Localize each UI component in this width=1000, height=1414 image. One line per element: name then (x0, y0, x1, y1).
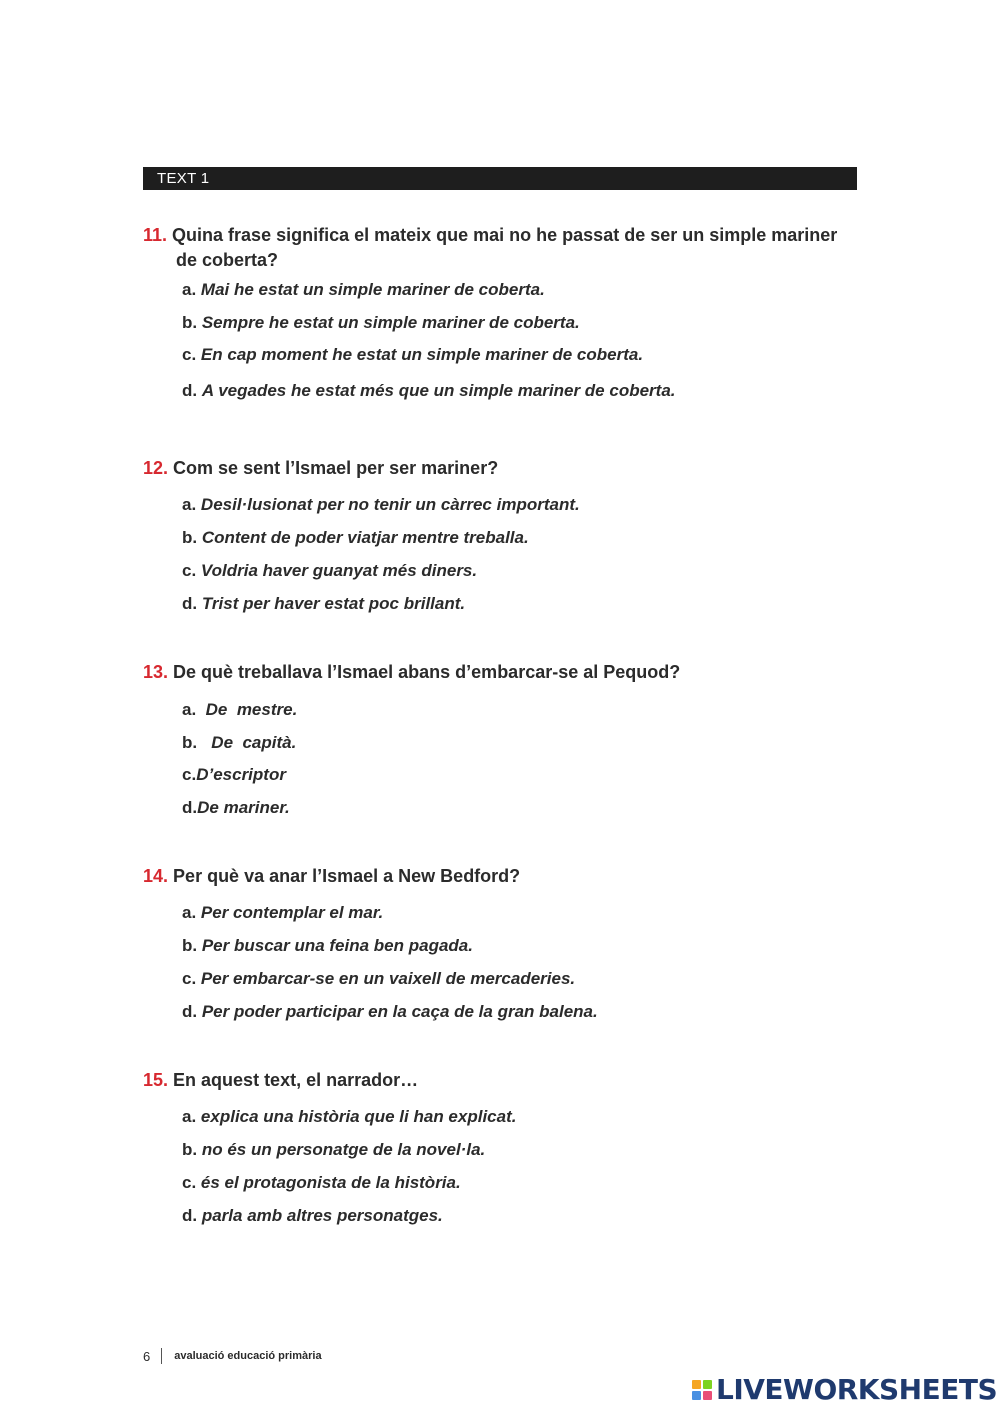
option-text: Content de poder viatjar mentre treballa. (201, 528, 529, 547)
option-text: Desil·lusionat per no tenir un càrrec important. (200, 495, 580, 514)
option-text: Mai he estat un simple mariner de coberta. (200, 280, 545, 299)
option-text: explica una història que li han explicat. (200, 1107, 517, 1126)
option-text: Per poder participar en la caça de la gran balena. (201, 1002, 598, 1021)
publication-name: avaluació educació primària (174, 1350, 322, 1362)
logo-square-icon (692, 1380, 701, 1389)
answer-option[interactable]: c. Per embarcar-se en un vaixell de mercaderies. (182, 969, 576, 988)
answer-option[interactable]: d.De mariner. (182, 798, 290, 817)
question-text: Com se sent l’Ismael per ser mariner? (173, 458, 499, 478)
answer-option[interactable]: c.D’escriptor (182, 765, 286, 784)
question-15 (143, 1068, 863, 1225)
option-text: Voldria haver guanyat més diners. (200, 561, 478, 580)
logo-square-icon (703, 1391, 712, 1400)
answer-option[interactable]: a. Mai he estat un simple mariner de coberta. (182, 280, 545, 299)
answer-option[interactable]: d. parla amb altres personatges. (182, 1206, 443, 1225)
question-number: 11. (143, 225, 168, 245)
question-stem (143, 223, 863, 273)
answer-option[interactable]: a. explica una història que li han explicat. (182, 1107, 517, 1126)
option-text: Per buscar una feina ben pagada. (201, 936, 473, 955)
answer-option[interactable]: d. Per poder participar en la caça de la gran balena. (182, 1002, 598, 1021)
answer-option[interactable]: a. Per contemplar el mar. (182, 903, 384, 922)
option-text: és el protagonista de la història. (200, 1173, 461, 1192)
answer-option[interactable]: c. és el protagonista de la història. (182, 1173, 461, 1192)
page-footer (143, 1348, 322, 1364)
question-11 (143, 223, 863, 400)
option-text: parla amb altres personatges. (201, 1206, 443, 1225)
question-number: 13. (143, 662, 169, 682)
footer-divider (161, 1348, 162, 1364)
question-12 (143, 456, 863, 613)
answer-option[interactable]: a. Desil·lusionat per no tenir un càrrec important. (182, 495, 580, 514)
option-text: De mariner. (197, 798, 290, 817)
option-text: De mestre. (205, 700, 298, 719)
answer-option[interactable]: a. De mestre. (182, 700, 298, 719)
question-stem (143, 660, 863, 685)
option-text: D’escriptor (196, 765, 286, 784)
question-number: 14. (143, 866, 169, 886)
answer-option[interactable]: c. En cap moment he estat un simple mariner de coberta. (182, 345, 644, 364)
question-stem (143, 864, 863, 889)
question-stem (143, 1068, 863, 1093)
question-number: 12. (143, 458, 169, 478)
option-text: Per contemplar el mar. (200, 903, 384, 922)
option-text: En cap moment he estat un simple mariner de coberta. (200, 345, 644, 364)
answer-option[interactable]: b. Content de poder viatjar mentre treballa. (182, 528, 529, 547)
answer-option[interactable]: b. Per buscar una feina ben pagada. (182, 936, 473, 955)
question-text: Per què va anar l’Ismael a New Bedford? (173, 866, 521, 886)
brand-wordmark: LIVEWORKSHEETS (716, 1373, 998, 1406)
option-text: A vegades he estat més que un simple mariner de coberta. (201, 381, 676, 400)
answer-option[interactable]: c. Voldria haver guanyat més diners. (182, 561, 478, 580)
section-title: TEXT 1 (157, 170, 210, 187)
question-number: 15. (143, 1070, 169, 1090)
question-text: De què treballava l’Ismael abans d’embarcar-se al Pequod? (173, 662, 681, 682)
question-text: En aquest text, el narrador… (173, 1070, 419, 1090)
logo-square-icon (692, 1391, 701, 1400)
question-13 (143, 660, 863, 817)
answer-option[interactable]: b. no és un personatge de la novel·la. (182, 1140, 486, 1159)
question-text: Quina frase significa el mateix que mai no he passat de ser un simple mariner de coberta? (172, 225, 838, 270)
option-text: De capità. (211, 733, 297, 752)
option-text: Sempre he estat un simple mariner de coberta. (201, 313, 580, 332)
answer-option[interactable]: b. Sempre he estat un simple mariner de coberta. (182, 313, 580, 332)
answer-option[interactable]: d. Trist per haver estat poc brillant. (182, 594, 466, 613)
question-14 (143, 864, 863, 1021)
section-header (143, 167, 857, 190)
option-text: Trist per haver estat poc brillant. (201, 594, 466, 613)
answer-option[interactable]: d. A vegades he estat més que un simple mariner de coberta. (182, 381, 676, 400)
option-text: Per embarcar-se en un vaixell de mercaderies. (200, 969, 576, 988)
answer-option[interactable]: b. De capità. (182, 733, 297, 752)
option-text: no és un personatge de la novel·la. (201, 1140, 486, 1159)
logo-grid-icon (692, 1380, 712, 1400)
page-number: 6 (143, 1348, 151, 1364)
question-stem (143, 456, 863, 481)
logo-square-icon (703, 1380, 712, 1389)
liveworksheets-logo[interactable] (692, 1373, 998, 1406)
